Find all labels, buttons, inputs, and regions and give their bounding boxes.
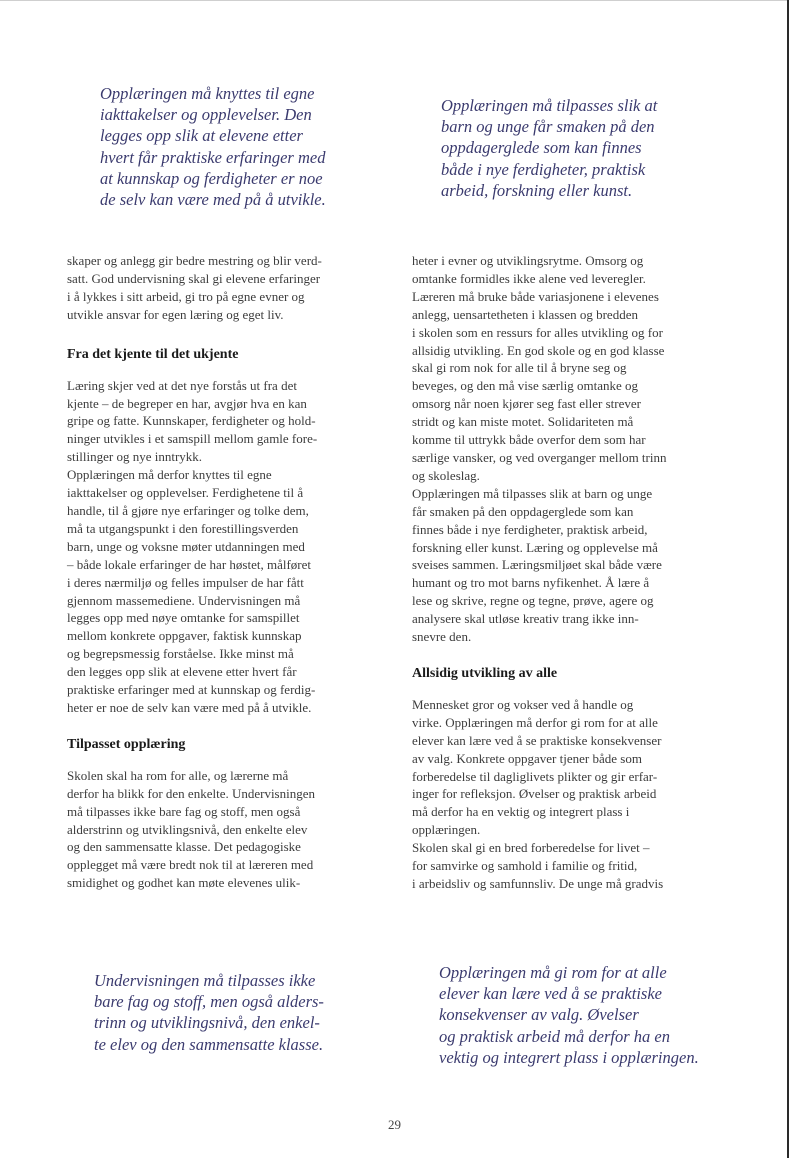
text-line: inger for refleksjon. Øvelser og praktisk arbeid xyxy=(412,786,657,802)
left-column xyxy=(67,252,387,892)
text-line: oppdagerglede som kan finnes xyxy=(441,138,642,158)
text-line: vektig og integrert plass i opplæringen. xyxy=(439,1047,699,1067)
text-line: beveges, og den må vise særlig omtanke og xyxy=(412,378,639,394)
text-line: Skolen skal ha rom for alle, og lærerne må xyxy=(67,767,289,783)
text-line: opplæringen. xyxy=(412,822,481,838)
text-line: satt. God undervisning skal gi elevene erfaringer xyxy=(67,270,321,286)
text-line: heter er noe de selv kan være med på å utvikle. xyxy=(67,699,312,715)
text-line: anlegg, uensartetheten i klassen og bredden xyxy=(412,306,638,322)
text-line: stridt og kan miste motet. Solidariteten må xyxy=(412,414,634,430)
text-line: og begrepsmessig forståelse. Ikke minst må xyxy=(67,646,294,662)
text-line: – både lokale erfaringer de har høstet, målføret xyxy=(67,556,311,572)
text-line: gjennom massemediene. Undervisningen må xyxy=(67,592,301,608)
text-line: i arbeidsliv og samfunnsliv. De unge må gradvis xyxy=(412,876,664,891)
text-line: barn, unge og voksne møter utdanningen med xyxy=(67,538,305,554)
text-line: Skolen skal gi en bred forberedelse for livet – xyxy=(412,840,650,856)
section-tilpasset-opplaering-text xyxy=(67,767,387,892)
text-line: legges opp med nøye omtanke for samspillet xyxy=(67,610,300,626)
page-number: 29 xyxy=(388,1117,401,1132)
text-line: Undervisningen må tilpasses ikke xyxy=(94,971,316,990)
text-line: må ta utgangspunkt i den forestillingsverden xyxy=(67,520,299,536)
text-line: i deres nærmiljø og felles impulser de har fått xyxy=(67,574,304,590)
pull-quote-bottom-right xyxy=(439,962,739,1068)
text-line: stillinger og nye inntrykk. xyxy=(67,449,203,465)
text-line: kjente – de begreper en har, avgjør hva en kan xyxy=(67,395,307,411)
text-line: og den sammensatte klasse. Det pedagogiske xyxy=(67,839,301,855)
text-line: av valg. Konkrete oppgaver tjener både som xyxy=(412,750,642,766)
text-line: sveises sammen. Læringsmiljøet skal både være xyxy=(412,557,662,573)
text-line: humant og tro mot barns nyfikenhet. Å lære å xyxy=(412,575,650,591)
text-line: Opplæringen må knyttes til egne xyxy=(100,84,315,103)
text-line: og praktisk arbeid må derfor ha en xyxy=(439,1026,670,1046)
text-line: Læring skjer ved at det nye forstås ut fra det xyxy=(67,377,297,393)
right-continuation-text xyxy=(412,252,732,646)
text-line: mellom konkrete oppgaver, faktisk kunnskap xyxy=(67,628,302,644)
left-intro-paragraph xyxy=(67,252,387,324)
text-line: barn og unge får smaken på den xyxy=(441,117,655,137)
pull-quote-top-left xyxy=(100,83,360,210)
heading-fra-det-kjente: Fra det kjente til det ukjente xyxy=(67,346,239,362)
text-line: gripe og fatte. Kunnskaper, ferdigheter og hold- xyxy=(67,413,316,429)
text-line: forskning eller kunst. Læring og opplevelse må xyxy=(412,539,658,555)
text-line: omsorg når noen kjører seg fast eller strever xyxy=(412,396,641,412)
text-line: bare fag og stoff, men også alders- xyxy=(94,992,324,1012)
text-line: særlige vansker, og ved overganger mellom trinn xyxy=(412,449,667,465)
text-line: snevre den. xyxy=(412,629,472,645)
text-line: handle, til å gjøre nye erfaringer og tolke dem, xyxy=(67,502,309,518)
text-line: i å lykkes i sitt arbeid, gi tro på egne evner og xyxy=(67,288,305,304)
text-line: komme til uttrykk både overfor dem som har xyxy=(412,432,646,448)
text-line: for samvirke og samhold i familie og fritid, xyxy=(412,858,638,874)
heading-allsidig-utvikling: Allsidig utvikling av alle xyxy=(412,665,558,681)
text-line: må tilpasses ikke bare fag og stoff, men også xyxy=(67,803,301,819)
text-line: opplegget må være bredt nok til at læreren med xyxy=(67,857,314,873)
text-line: praktiske erfaringer med at kunnskap og ferdig- xyxy=(67,682,316,698)
text-line: analysere skal utløse kreativ trang ikke inn- xyxy=(412,611,639,627)
text-line: ninger utvikles i et samspill mellom gamle fore- xyxy=(67,431,318,447)
text-line: at kunnskap og ferdigheter er noe xyxy=(100,168,323,188)
text-line: skal gi rom nok for alle til å bryne seg og xyxy=(412,360,627,376)
text-line: arbeid, forskning eller kunst. xyxy=(441,180,633,200)
text-line: får smaken på den oppdagerglede som kan xyxy=(412,503,634,519)
text-line: må derfor ha en vektig og integrert plass i xyxy=(412,804,630,820)
text-line: heter i evner og utviklingsrytme. Omsorg og xyxy=(412,253,644,268)
text-line: te elev og den sammensatte klasse. xyxy=(94,1034,324,1054)
text-line: omtanke formidles ikke alene ved leveregler. xyxy=(412,270,646,286)
text-line: elever kan lære ved å se praktiske konsekvenser xyxy=(412,732,662,748)
text-line: iakttakelser og opplevelser. Den xyxy=(100,105,312,125)
text-line: Mennesket gror og vokser ved å handle og xyxy=(412,696,634,712)
text-line: lese og skrive, regne og tegne, prøve, agere og xyxy=(412,593,654,609)
text-line: de selv kan være med på å utvikle. xyxy=(100,190,326,210)
text-line: utvikle ansvar for egen læring og eget liv. xyxy=(67,306,284,322)
text-line: iakttakelser og opplevelser. Ferdighetene til å xyxy=(67,485,304,501)
top-rule xyxy=(0,0,789,1)
text-line: i skolen som en ressurs for alles utvikling og for xyxy=(412,324,663,340)
text-line: Opplæringen må gi rom for at alle xyxy=(439,963,667,982)
text-line: forberedelse til dagliglivets plikter og gir erfar- xyxy=(412,768,658,784)
text-line: konsekvenser av valg. Øvelser xyxy=(439,1005,639,1025)
text-line: den legges opp slik at elevene etter hvert får xyxy=(67,664,297,680)
text-line: derfor ha blikk for den enkelte. Undervisningen xyxy=(67,785,316,801)
text-line: Opplæringen må tilpasses slik at barn og unge xyxy=(412,485,653,501)
text-line: og skoleslag. xyxy=(412,467,480,483)
text-line: elever kan lære ved å se praktiske xyxy=(439,984,662,1004)
text-line: Opplæringen må tilpasses slik at xyxy=(441,96,658,115)
text-line: finnes både i nye ferdigheter, praktisk arbeid, xyxy=(412,521,648,537)
text-line: hvert får praktiske erfaringer med xyxy=(100,147,326,167)
text-line: allsidig utvikling. En god skole og en god klasse xyxy=(412,342,665,358)
text-line: alderstrinn og utviklingsnivå, den enkelte elev xyxy=(67,821,308,837)
text-line: Læreren må bruke både variasjonene i elevenes xyxy=(412,288,659,304)
section-fra-det-kjente-text xyxy=(67,377,387,717)
pull-quote-top-right xyxy=(441,95,703,201)
right-column xyxy=(412,252,732,893)
text-line: Opplæringen må derfor knyttes til egne xyxy=(67,467,272,483)
text-line: både i nye ferdigheter, praktisk xyxy=(441,159,646,179)
section-allsidig-utvikling-text xyxy=(412,696,732,893)
text-line: trinn og utviklingsnivå, den enkel- xyxy=(94,1013,320,1033)
text-line: virke. Opplæringen må derfor gi rom for at alle xyxy=(412,714,658,730)
heading-tilpasset-opplaering: Tilpasset opplæring xyxy=(67,736,186,752)
text-line: smidighet og godhet kan møte elevenes ulik- xyxy=(67,875,301,891)
text-line: skaper og anlegg gir bedre mestring og blir verd- xyxy=(67,253,322,268)
text-line: legges opp slik at elevene etter xyxy=(100,126,303,146)
pull-quote-bottom-left xyxy=(94,970,356,1055)
